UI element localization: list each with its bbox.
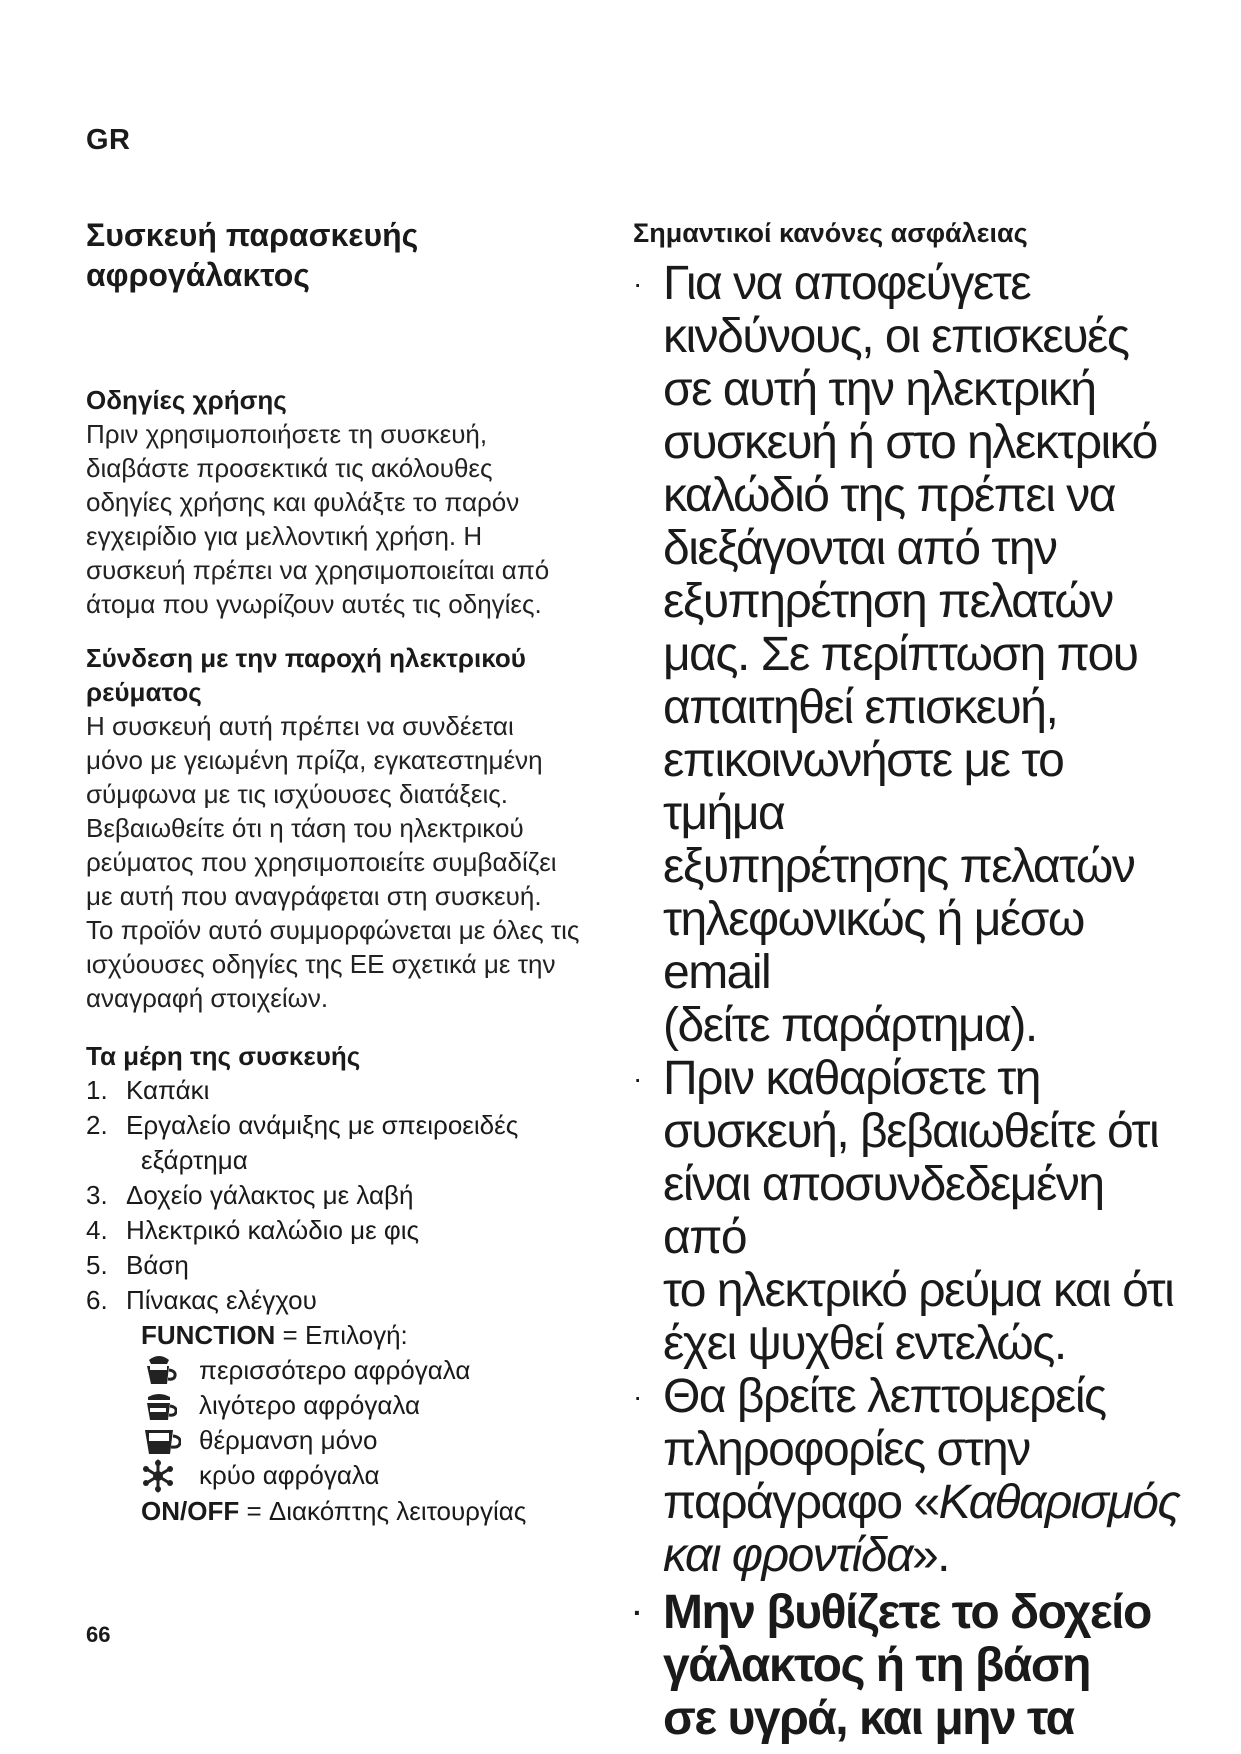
text-line: εγχειρίδιο για μελλοντική χρήση. Η: [86, 521, 483, 551]
text-line: συσκευή, βεβαιωθείτε ότι: [663, 1105, 1159, 1158]
text-line: σύμφωνα με τις ισχύουσες διατάξεις.: [86, 779, 508, 809]
text-line: άτομα που γνωρίζουν αυτές τις οδηγίες.: [86, 589, 542, 619]
text-line: επικοινωνήστε με το τμήμα: [663, 734, 1064, 840]
heading-line: ρεύματος: [86, 677, 202, 707]
option-text: κρύο αφρόγαλα: [199, 1460, 380, 1490]
text-line: Πριν χρησιμοποιήσετε τη συσκευή,: [86, 419, 488, 449]
language-code: GR: [86, 124, 131, 156]
text-line: γάλακτος ή τη βάση: [663, 1639, 1090, 1692]
snowflake-icon: [141, 1459, 187, 1493]
onoff-desc: = Διακόπτης λειτουργίας: [239, 1496, 527, 1526]
title-line: αφρογάλακτος: [86, 257, 310, 293]
item-number: 4.: [86, 1215, 108, 1245]
list-item: [86, 1283, 606, 1318]
option-text: λιγότερο αφρόγαλα: [199, 1390, 421, 1420]
text-line: Για να αποφεύγετε: [663, 257, 1031, 310]
text-line: [663, 1476, 1193, 1529]
text-line: σε υγρά, και μην τα: [663, 1692, 1074, 1745]
text-line: ρεύματος που χρησιμοποιείτε συμβαδίζει: [86, 847, 557, 877]
text-line: (δείτε παράρτημα).: [663, 999, 1037, 1052]
item-number: 2.: [86, 1110, 108, 1140]
item-text: Εργαλείο ανάμιξης με σπειροειδές: [126, 1110, 519, 1140]
text-line: [663, 1529, 1193, 1582]
text-line: συσκευή ή στο ηλεκτρικό: [663, 416, 1157, 469]
section-reference: Καθαρισμός: [938, 1476, 1180, 1529]
text-line: Η συσκευή αυτή πρέπει να συνδέεται: [86, 711, 514, 741]
text-line: τηλεφωνικώς ή μέσω email: [663, 893, 1084, 999]
item-number: 1.: [86, 1075, 108, 1105]
power-text: [86, 709, 606, 1015]
list-item: [86, 1178, 606, 1213]
text-line: απαιτηθεί επισκευή,: [663, 681, 1058, 734]
function-key: FUNCTION: [141, 1320, 276, 1350]
function-desc: = Επιλογή:: [275, 1320, 408, 1350]
safety-bullet: [633, 1586, 1193, 1745]
option-item: [86, 1388, 606, 1423]
text-line: διαβάστε προσεκτικά τις ακόλουθες: [86, 453, 493, 483]
title-line: Συσκευή παρασκευής: [86, 217, 419, 253]
text-line: Το προϊόν αυτό συμμορφώνεται με όλες τις: [86, 915, 580, 945]
text-line: Βεβαιωθείτε ότι η τάση του ηλεκτρικού: [86, 813, 524, 843]
text-line: είναι αποσυνδεδεμένη από: [663, 1158, 1104, 1264]
option-item: [86, 1458, 606, 1493]
left-column: [86, 215, 606, 1529]
power-heading: [86, 641, 606, 709]
text-line: συσκευή πρέπει να χρησιμοποιείται από: [86, 555, 550, 585]
onoff-line: [86, 1493, 606, 1529]
parts-heading: Τα μέρη της συσκευής: [86, 1041, 361, 1071]
bullet-dot: ·: [633, 1381, 641, 1412]
text-line: Θα βρείτε λεπτομερείς: [663, 1370, 1106, 1423]
cup-heat-icon: [141, 1424, 187, 1458]
onoff-key: ON/OFF: [141, 1496, 240, 1526]
item-text: εξάρτημα: [141, 1145, 248, 1175]
text-line: διεξάγονται από την: [663, 522, 1057, 575]
text-run: παράγραφο «: [663, 1476, 939, 1529]
safety-bullet: [633, 257, 1193, 1052]
safety-bullet: [633, 1370, 1193, 1582]
cup-low-foam-icon: [141, 1389, 187, 1423]
text-line: Μην βυθίζετε το δοχείο: [663, 1586, 1151, 1639]
page-number: 66: [86, 1622, 111, 1647]
right-column: [633, 215, 1193, 1745]
instructions-heading: Οδηγίες χρήσης: [86, 385, 287, 415]
section-reference: και φροντίδα: [663, 1529, 912, 1582]
option-text: περισσότερο αφρόγαλα: [199, 1355, 471, 1385]
item-text: Καπάκι: [126, 1075, 210, 1105]
option-item: [86, 1353, 606, 1388]
text-run: ».: [911, 1529, 949, 1582]
text-line: αναγραφή στοιχείων.: [86, 983, 329, 1013]
document-title: [86, 215, 606, 295]
text-line: οδηγίες χρήσης και φυλάξτε το παρόν: [86, 487, 520, 517]
cup-tall-foam-icon: [141, 1354, 187, 1388]
text-line: Πριν καθαρίσετε τη: [663, 1052, 1040, 1105]
list-item: [86, 1073, 606, 1108]
item-text: Πίνακας ελέγχου: [126, 1285, 317, 1315]
option-text: θέρμανση μόνο: [199, 1425, 378, 1455]
safety-bullet: [633, 1052, 1193, 1370]
list-item: [86, 1108, 606, 1143]
bullet-dot: ·: [633, 1597, 641, 1628]
text-line: ισχύουσες οδηγίες της ΕΕ σχετικά με την: [86, 949, 556, 979]
text-line: σε αυτή την ηλεκτρική: [663, 363, 1096, 416]
text-line: το ηλεκτρικό ρεύμα και ότι: [663, 1264, 1174, 1317]
item-text: Ηλεκτρικό καλώδιο με φις: [126, 1215, 420, 1245]
text-line: με αυτή που αναγράφεται στη συσκευή.: [86, 881, 542, 911]
text-line: πληροφορίες στην: [663, 1423, 1030, 1476]
list-item: [86, 1248, 606, 1283]
text-line: καλώδιό της πρέπει να: [663, 469, 1116, 522]
text-line: εξυπηρέτησης πελατών: [663, 840, 1135, 893]
item-number: 6.: [86, 1285, 108, 1315]
heading-line: Σύνδεση με την παροχή ηλεκτρικού: [86, 643, 526, 673]
text-line: μας. Σε περίπτωση που: [663, 628, 1138, 681]
option-item: [86, 1423, 606, 1458]
bullet-dot: ·: [633, 1063, 641, 1094]
parts-list: [86, 1073, 606, 1318]
list-item-continuation: [86, 1143, 606, 1178]
text-line: έχει ψυχθεί εντελώς.: [663, 1317, 1066, 1370]
function-line: [86, 1318, 606, 1353]
item-number: 5.: [86, 1250, 108, 1280]
bullet-dot: ·: [633, 268, 641, 299]
instructions-text: [86, 417, 606, 621]
safety-heading: Σημαντικοί κανόνες ασφάλειας: [633, 218, 1028, 248]
item-text: Βάση: [126, 1250, 189, 1280]
text-line: κινδύνους, οι επισκευές: [663, 310, 1129, 363]
text-line: μόνο με γειωμένη πρίζα, εγκατεστημένη: [86, 745, 543, 775]
item-text: Δοχείο γάλακτος με λαβή: [126, 1180, 414, 1210]
item-number: 3.: [86, 1180, 108, 1210]
text-line: εξυπηρέτηση πελατών: [663, 575, 1113, 628]
list-item: [86, 1213, 606, 1248]
